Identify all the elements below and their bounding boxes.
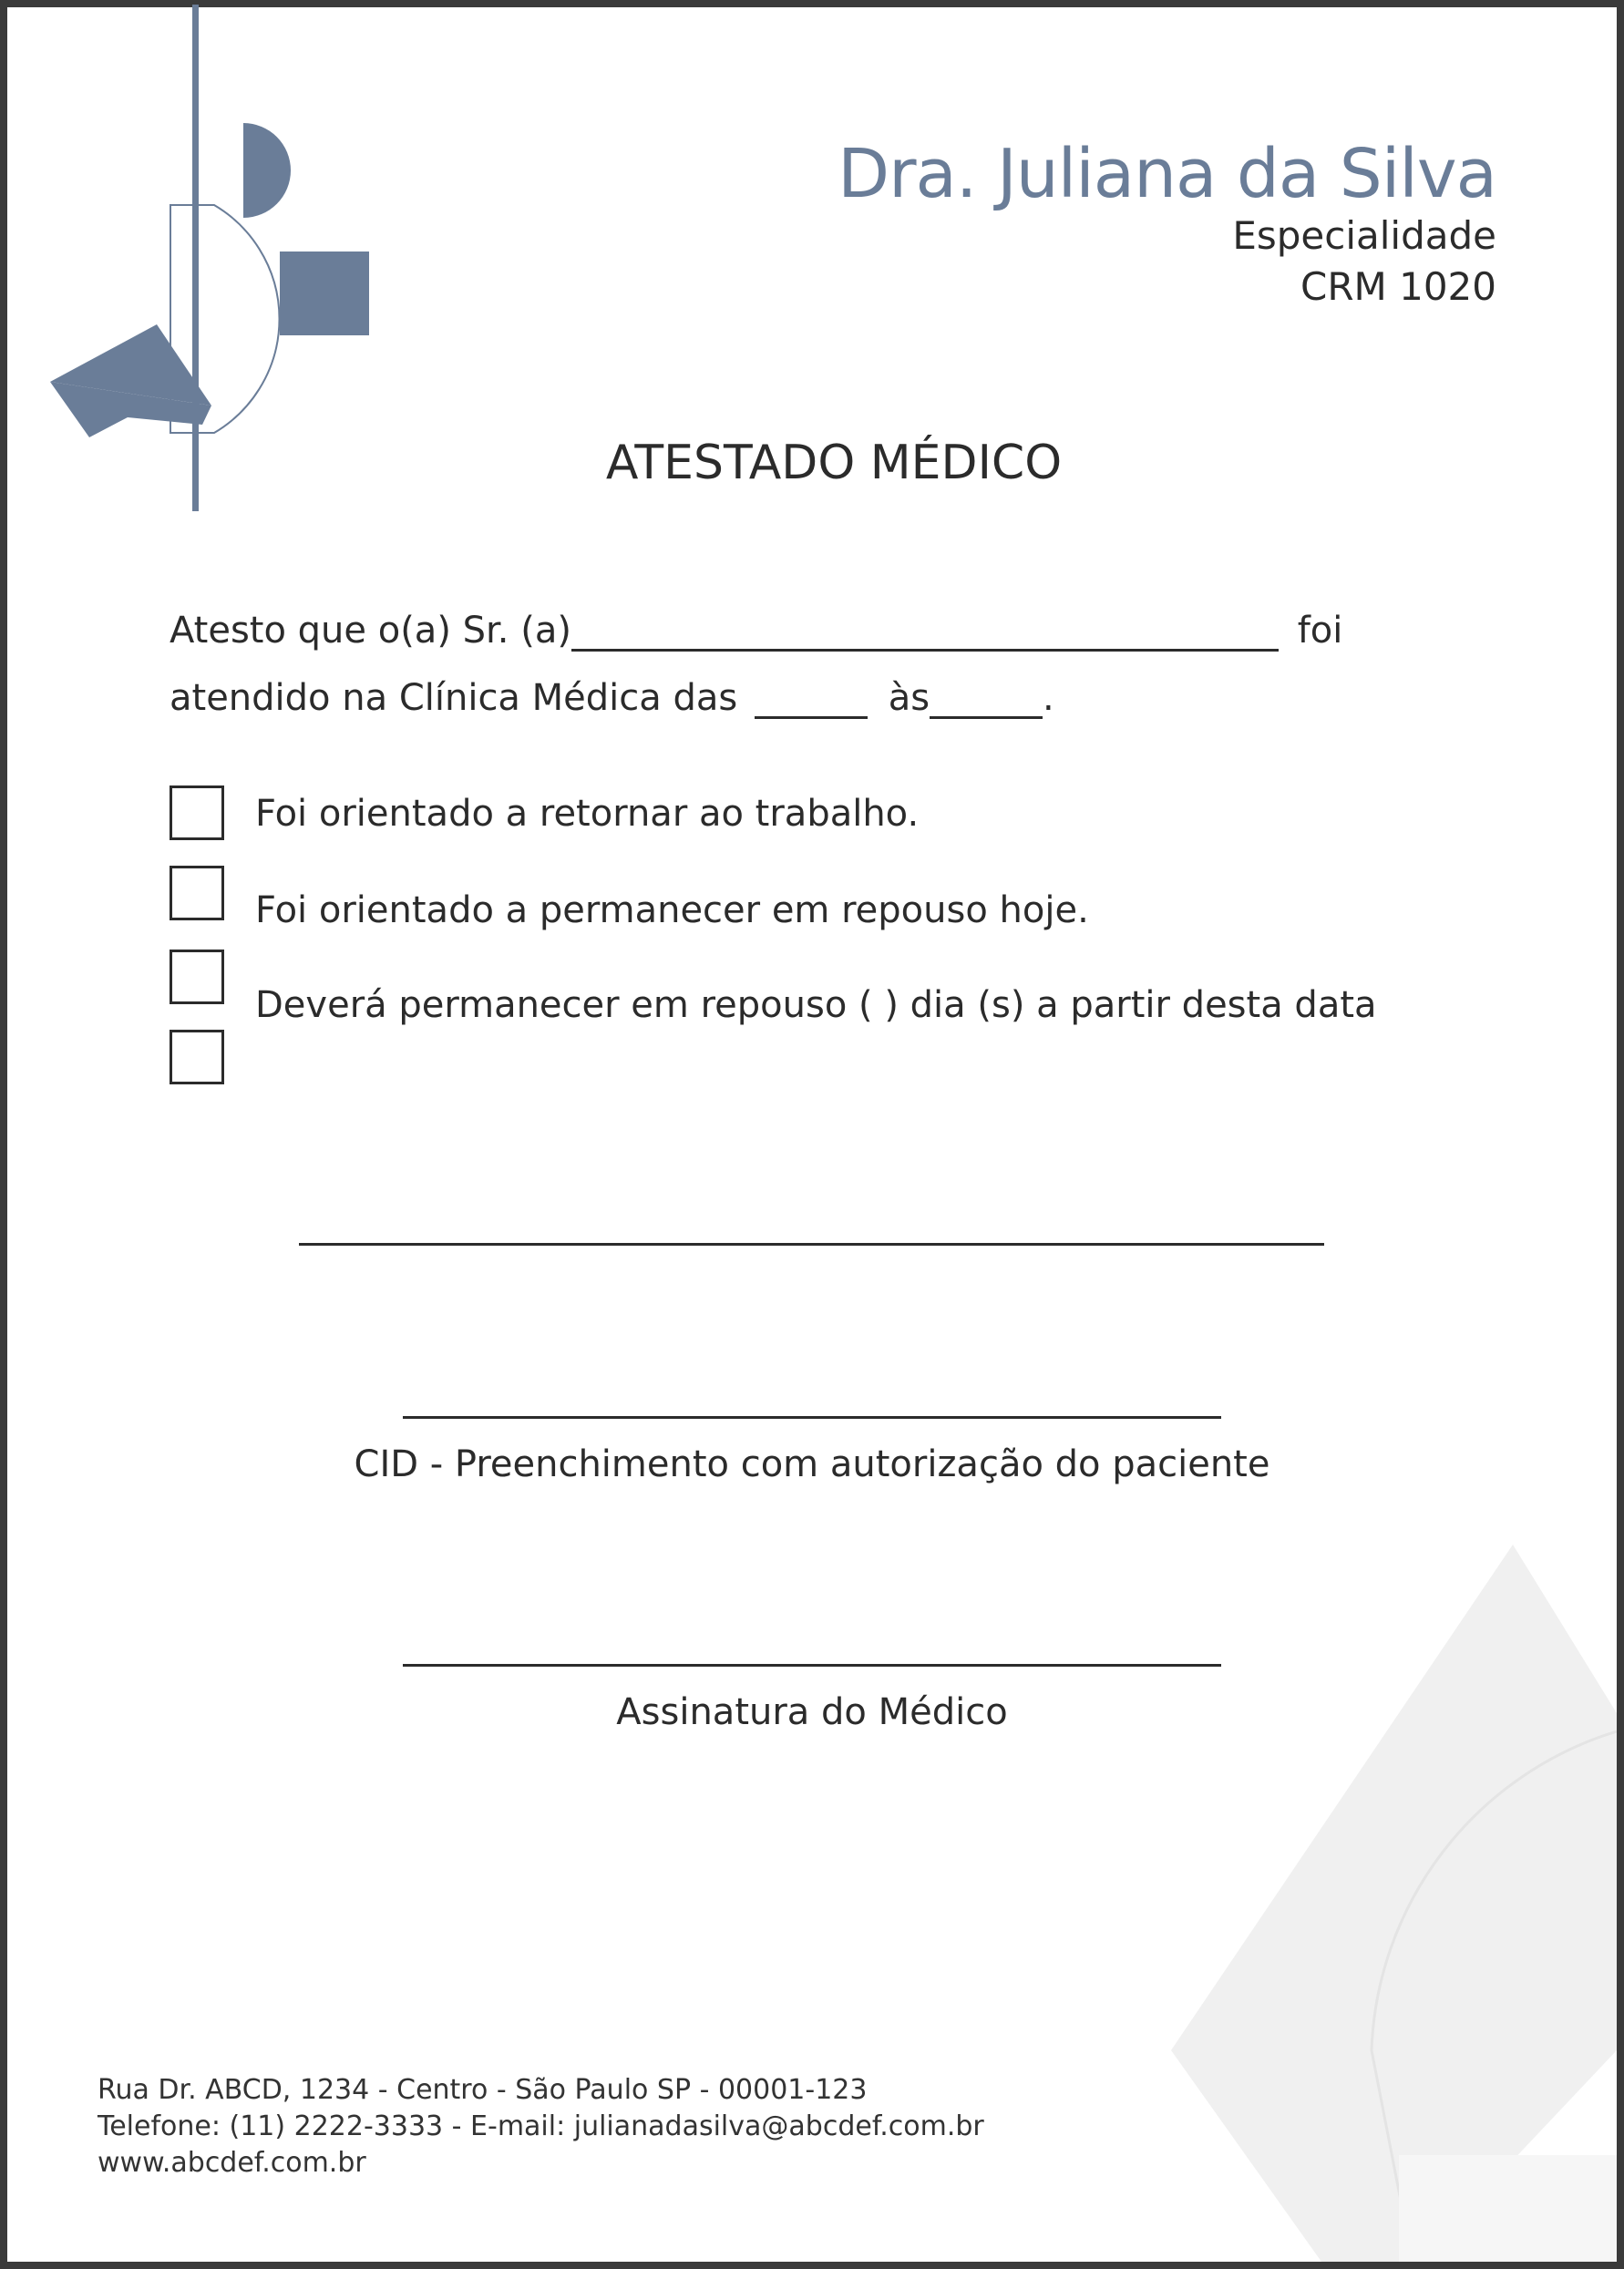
- option-rest-today: Foi orientado a permanecer em repouso hoje.: [255, 889, 1089, 931]
- time-from-field[interactable]: [755, 672, 868, 719]
- cid-line[interactable]: [403, 1416, 1221, 1419]
- doctor-crm: CRM 1020: [1300, 264, 1496, 309]
- checkbox-return-work[interactable]: [170, 785, 224, 840]
- document-title: ATESTADO MÉDICO: [605, 436, 1063, 490]
- signature-line[interactable]: [403, 1664, 1221, 1667]
- patient-name-field[interactable]: [571, 605, 1279, 652]
- time-line: [170, 672, 1054, 719]
- patient-line-suffix: foi: [1297, 610, 1343, 652]
- option-rest-days: Deverá permanecer em repouso ( ) dia (s) a partir desta data: [255, 984, 1377, 1026]
- signature-caption: Assinatura do Médico: [616, 1691, 1008, 1733]
- patient-line: [170, 605, 1342, 652]
- doctor-name: Dra. Juliana da Silva: [838, 135, 1496, 213]
- option-return-work: Foi orientado a retornar ao trabalho.: [255, 793, 920, 835]
- time-line-end: .: [1043, 677, 1054, 719]
- time-line-middle: às: [888, 677, 930, 719]
- cid-caption: CID - Preenchimento com autorização do paciente: [354, 1443, 1270, 1485]
- time-to-field[interactable]: [930, 672, 1043, 719]
- notes-line[interactable]: [299, 1243, 1324, 1246]
- watermark-shapes: [1157, 1540, 1617, 2262]
- checkbox-rest-days[interactable]: [170, 950, 224, 1004]
- checkbox-rest-today[interactable]: [170, 866, 224, 920]
- footer-contact: Telefone: (11) 2222-3333 - E-mail: julianadasilva@abcdef.com.br: [98, 2110, 984, 2142]
- checkbox-extra[interactable]: [170, 1030, 224, 1084]
- doctor-specialty: Especialidade: [1232, 213, 1496, 258]
- time-line-prefix: atendido na Clínica Médica das: [170, 677, 738, 719]
- patient-line-prefix: Atesto que o(a) Sr. (a): [170, 610, 571, 652]
- footer-website: www.abcdef.com.br: [98, 2147, 366, 2179]
- footer-address: Rua Dr. ABCD, 1234 - Centro - São Paulo SP - 00001-123: [98, 2074, 868, 2106]
